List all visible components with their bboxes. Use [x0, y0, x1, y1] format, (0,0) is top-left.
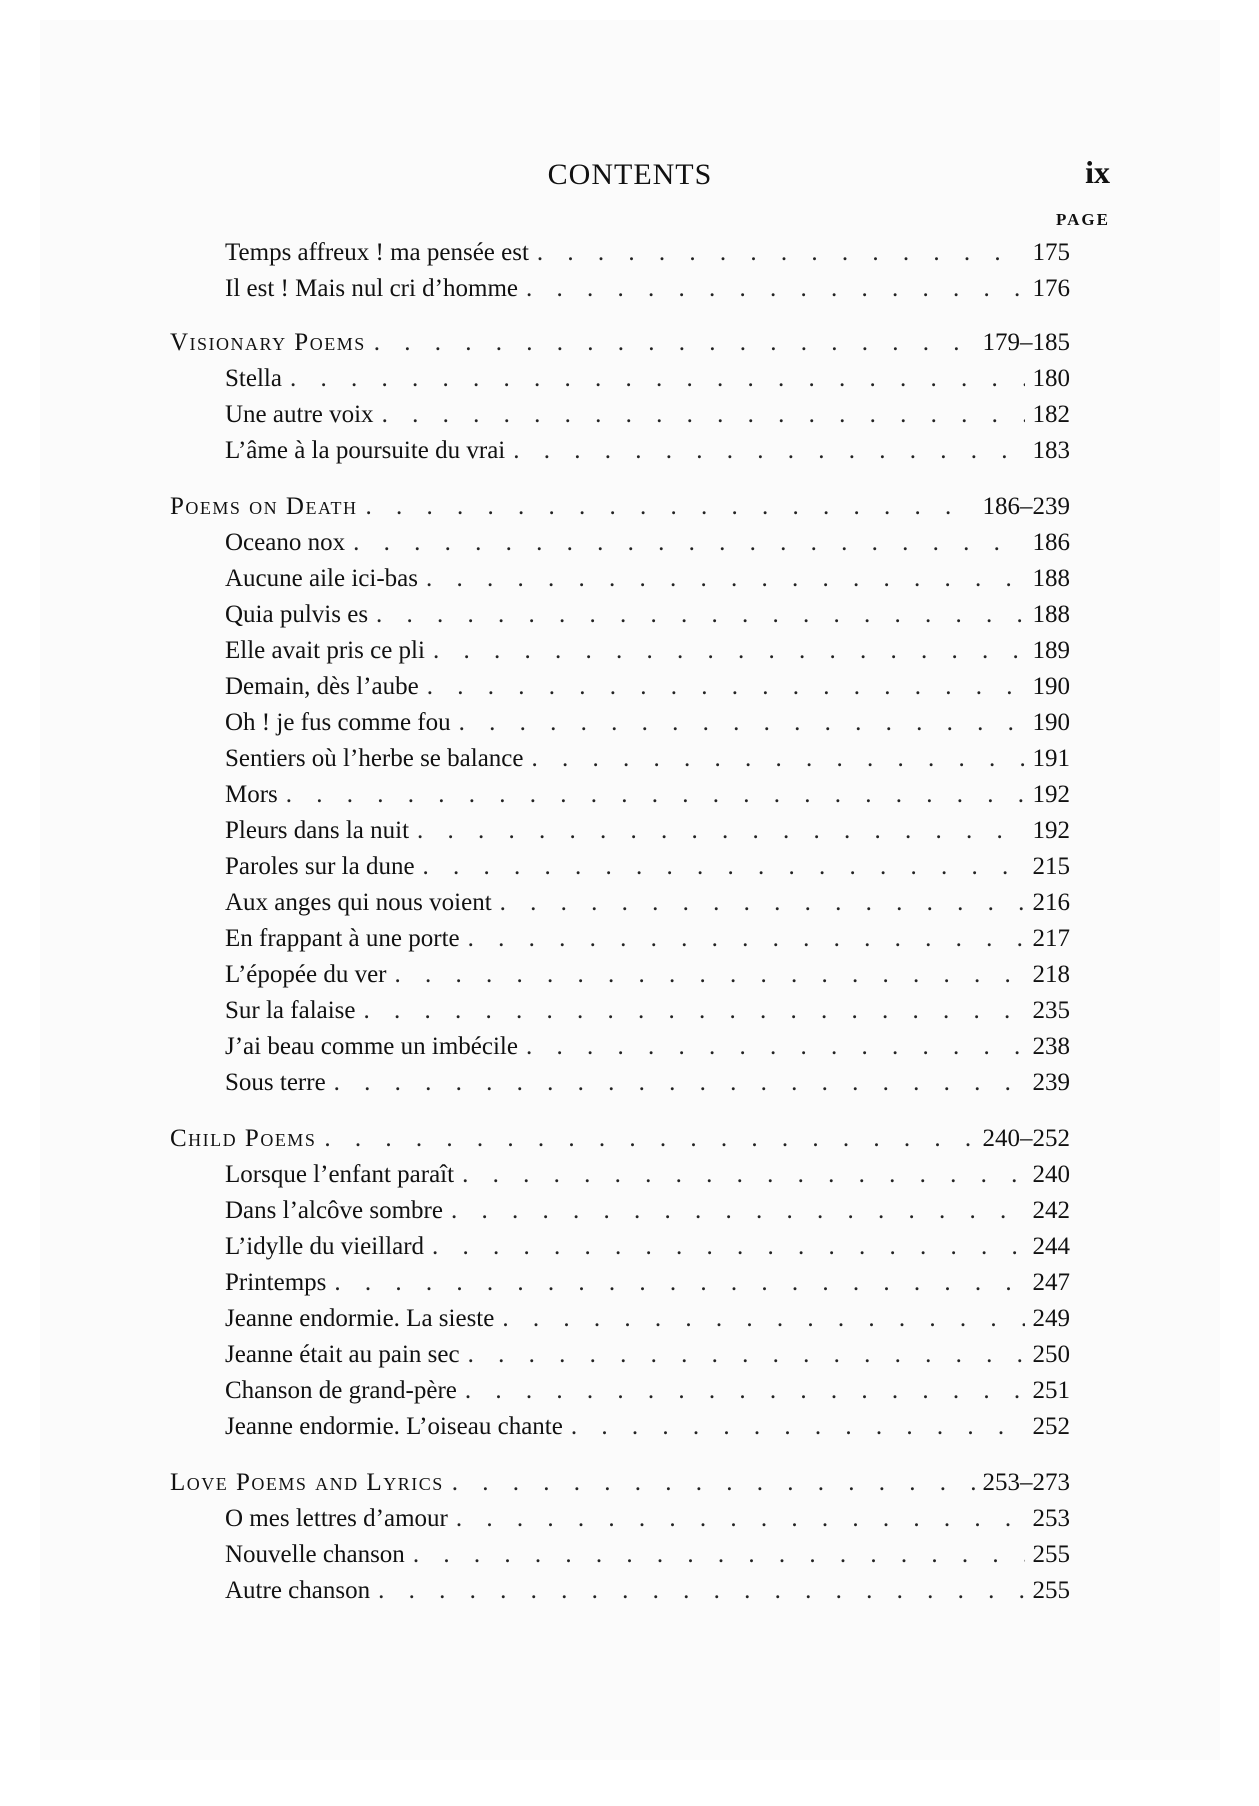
toc-section-page-range: 179–185	[982, 329, 1070, 356]
toc-entry-row	[170, 561, 1070, 597]
toc-section-page-range: 253–273	[982, 1469, 1070, 1496]
toc-entry-title: Sur la falaise	[225, 997, 356, 1024]
dot-leader	[286, 777, 1025, 813]
toc-entry-row	[170, 1573, 1070, 1609]
toc-entry-title: Printemps	[225, 1269, 327, 1296]
toc-entry-title: En frappant à une porte	[225, 925, 460, 952]
dot-leader	[426, 561, 1025, 597]
toc-entry-title: Sentiers où l’herbe se balance	[225, 745, 524, 772]
toc-entry-page: 244	[1032, 1233, 1070, 1260]
book-page	[40, 20, 1220, 1760]
toc-section-row	[170, 1121, 1070, 1157]
dot-leader	[451, 1193, 1025, 1229]
toc-entry-page: 192	[1032, 781, 1070, 808]
toc-entry-page: 183	[1032, 437, 1070, 464]
page-title: CONTENTS	[547, 158, 713, 191]
toc-entry-page: 242	[1032, 1197, 1070, 1224]
toc-section-title: Child Poems	[170, 1125, 317, 1152]
dot-leader	[459, 705, 1025, 741]
toc-entry-title: Pleurs dans la nuit	[225, 817, 410, 844]
toc-entry-row	[170, 885, 1070, 921]
toc-entry-title: Nouvelle chanson	[225, 1541, 405, 1568]
toc-entry-page: 215	[1032, 853, 1070, 880]
dot-leader	[417, 813, 1024, 849]
dot-leader	[395, 957, 1025, 993]
dot-leader	[413, 1537, 1025, 1573]
toc-entry-row	[170, 669, 1070, 705]
toc-entry-page: 191	[1032, 745, 1070, 772]
toc-entry-page: 251	[1032, 1377, 1070, 1404]
toc-entry-title: Lorsque l’enfant paraît	[225, 1161, 455, 1188]
toc-entry-title: Aucune aile ici-bas	[225, 565, 418, 592]
toc-entry-row	[170, 1229, 1070, 1265]
toc-entry-page: 253	[1032, 1505, 1070, 1532]
dot-leader	[513, 433, 1024, 469]
dot-leader	[500, 885, 1025, 921]
toc-entry-title: O mes lettres d’amour	[225, 1505, 448, 1532]
toc-entry-page: 255	[1032, 1577, 1070, 1604]
toc-entry-title: Il est ! Mais nul cri d’homme	[225, 275, 518, 302]
toc-entry-page: 250	[1032, 1341, 1070, 1368]
dot-leader	[353, 525, 1024, 561]
toc-entry-row	[170, 1065, 1070, 1101]
toc-entry-page: 192	[1032, 817, 1070, 844]
toc-entry-page: 188	[1032, 601, 1070, 628]
toc-entry-page: 218	[1032, 961, 1070, 988]
toc-section-page-range: 240–252	[982, 1125, 1070, 1152]
dot-leader	[532, 741, 1025, 777]
toc-entry-row	[170, 235, 1070, 271]
toc-entry-title: L’âme à la poursuite du vrai	[225, 437, 506, 464]
toc-section-title: Love Poems and Lyrics	[170, 1469, 444, 1496]
dot-leader	[462, 1157, 1024, 1193]
toc-entry-title: Aux anges qui nous voient	[225, 889, 492, 916]
toc-entry-title: Quia pulvis es	[225, 601, 369, 628]
toc-entry-title: J’ai beau comme un imbécile	[225, 1033, 518, 1060]
dot-leader	[376, 597, 1024, 633]
toc-entry-page: 249	[1032, 1305, 1070, 1332]
toc-entry-page: 255	[1032, 1541, 1070, 1568]
dot-leader	[433, 633, 1025, 669]
dot-leader	[423, 849, 1025, 885]
toc-entry-page: 186	[1032, 529, 1070, 556]
toc-entry-page: 175	[1032, 239, 1070, 266]
toc-entry-page: 190	[1032, 709, 1070, 736]
dot-leader	[334, 1265, 1024, 1301]
toc-entry-title: Paroles sur la dune	[225, 853, 415, 880]
toc-entry-page: 217	[1032, 925, 1070, 952]
toc-entry-row	[170, 1501, 1070, 1537]
dot-leader	[456, 1501, 1025, 1537]
toc-entry-page: 189	[1032, 637, 1070, 664]
toc-entry-page: 238	[1032, 1033, 1070, 1060]
toc-entry-title: Jeanne endormie. La sieste	[225, 1305, 495, 1332]
toc-entry-page: 190	[1032, 673, 1070, 700]
toc-entry-title: Temps affreux ! ma pensée est	[225, 239, 529, 266]
dot-leader	[526, 271, 1025, 307]
toc-entry-row	[170, 813, 1070, 849]
toc-section-title: Visionary Poems	[170, 329, 366, 356]
dot-leader	[452, 1465, 975, 1501]
toc-entry-page: 240	[1032, 1161, 1070, 1188]
toc-entry-title: Jeanne était au pain sec	[225, 1341, 460, 1368]
toc-entry-title: L’épopée du ver	[225, 961, 387, 988]
toc-section-row	[170, 325, 1070, 361]
dot-leader	[465, 1373, 1025, 1409]
toc-entry-page: 182	[1032, 401, 1070, 428]
toc-entry-title: Dans l’alcôve sombre	[225, 1197, 443, 1224]
toc-section-title: Poems on Death	[170, 493, 358, 520]
toc-entry-title: Mors	[225, 781, 278, 808]
toc-section-row	[170, 1465, 1070, 1501]
toc-entry-page: 188	[1032, 565, 1070, 592]
toc-entry-row	[170, 397, 1070, 433]
toc-entry-row	[170, 433, 1070, 469]
dot-leader	[334, 1065, 1025, 1101]
page-number: ix	[1085, 154, 1110, 190]
toc-section-page-range: 186–239	[982, 493, 1070, 520]
toc-entry-title: Chanson de grand-père	[225, 1377, 457, 1404]
dot-leader	[571, 1409, 1025, 1445]
dot-leader	[468, 921, 1025, 957]
toc-entry-row	[170, 1337, 1070, 1373]
toc-entry-page: 235	[1032, 997, 1070, 1024]
toc-entry-page: 247	[1032, 1269, 1070, 1296]
toc-entry-row	[170, 525, 1070, 561]
toc-entry-row	[170, 921, 1070, 957]
toc-entry-row	[170, 849, 1070, 885]
dot-leader	[382, 397, 1025, 433]
toc-entry-page: 239	[1032, 1069, 1070, 1096]
dot-leader	[526, 1029, 1025, 1065]
toc-entry-row	[170, 1029, 1070, 1065]
toc-entry-row	[170, 1373, 1070, 1409]
toc-entry-title: L’idylle du vieillard	[225, 1233, 425, 1260]
toc-entry-row	[170, 957, 1070, 993]
dot-leader	[374, 325, 975, 361]
dot-leader	[502, 1301, 1024, 1337]
toc-entry-title: Autre chanson	[225, 1577, 371, 1604]
page-column-label: PAGE	[1056, 210, 1110, 229]
toc-entry-title: Une autre voix	[225, 401, 374, 428]
toc-entry-row	[170, 361, 1070, 397]
dot-leader	[365, 489, 974, 525]
toc-entry-page: 252	[1032, 1413, 1070, 1440]
toc-entry-row	[170, 1157, 1070, 1193]
toc-entry-row	[170, 741, 1070, 777]
toc-entry-page: 176	[1032, 275, 1070, 302]
dot-leader	[468, 1337, 1025, 1373]
toc-entry-page: 180	[1032, 365, 1070, 392]
toc-entry-row	[170, 705, 1070, 741]
toc-entry-row	[170, 597, 1070, 633]
toc-entry-row	[170, 1193, 1070, 1229]
toc-entry-title: Demain, dès l’aube	[225, 673, 419, 700]
dot-leader	[432, 1229, 1024, 1265]
dot-leader	[537, 235, 1025, 271]
table-of-contents	[170, 235, 1070, 1609]
toc-entry-row	[170, 271, 1070, 307]
running-header	[40, 140, 1220, 190]
toc-entry-title: Sous terre	[225, 1069, 326, 1096]
dot-leader	[290, 361, 1025, 397]
toc-entry-title: Oceano nox	[225, 529, 346, 556]
dot-leader	[324, 1121, 974, 1157]
dot-leader	[427, 669, 1025, 705]
toc-entry-row	[170, 1301, 1070, 1337]
toc-entry-row	[170, 993, 1070, 1029]
toc-entry-page: 216	[1032, 889, 1070, 916]
toc-entry-row	[170, 1409, 1070, 1445]
toc-section-row	[170, 489, 1070, 525]
toc-entry-row	[170, 633, 1070, 669]
toc-entry-row	[170, 777, 1070, 813]
dot-leader	[364, 993, 1025, 1029]
toc-entry-title: Oh ! je fus comme fou	[225, 709, 451, 736]
toc-entry-title: Elle avait pris ce pli	[225, 637, 425, 664]
toc-entry-title: Stella	[225, 365, 282, 392]
dot-leader	[378, 1573, 1024, 1609]
toc-entry-title: Jeanne endormie. L’oiseau chante	[225, 1413, 563, 1440]
toc-entry-row	[170, 1265, 1070, 1301]
toc-entry-row	[170, 1537, 1070, 1573]
